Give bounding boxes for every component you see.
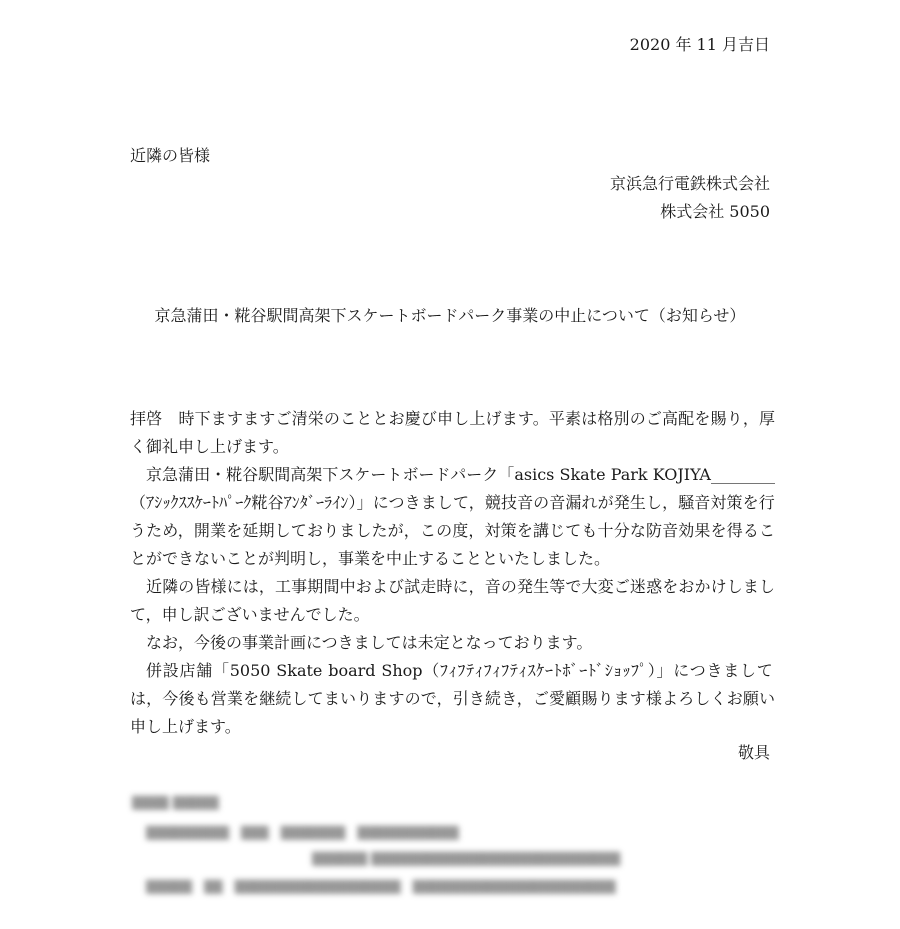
closing-salutation: 敬具	[737, 743, 770, 762]
paragraph-greeting: 拝啓 時下ますますご清栄のこととお慶び申し上げます。平素は格別のご高配を賜り，厚く御礼申し上げます。	[130, 409, 775, 456]
redacted-line: ▒▒▒▒▒ ▒▒ ▒▒▒▒▒▒▒▒▒▒▒▒▒▒▒▒▒▒ ▒▒▒▒▒▒▒▒▒▒▒▒▒▒▒▒▒▒▒▒▒▒	[146, 880, 616, 894]
letter-body	[130, 405, 775, 741]
letter-title: 京急蒲田・糀谷駅間高架下スケートボードパーク事業の中止について（お知らせ）	[154, 306, 746, 325]
paragraph-future-plans: なお，今後の事業計画につきましては未定となっております。	[146, 633, 593, 652]
redacted-line: ▒▒▒▒▒▒▒▒▒ ▒▒▒ ▒▒▒▒▒▒▒ ▒▒▒▒▒▒▒▒▒▒▒	[146, 826, 459, 840]
redacted-contact-block	[122, 790, 762, 900]
redacted-line: ▒▒▒▒ ▒▒▒▒▒	[132, 796, 219, 810]
addressee: 近隣の皆様	[130, 146, 211, 165]
letter-date: 2020 年 11 月吉日	[629, 35, 770, 54]
paragraph-announcement: 京急蒲田・糀谷駅間高架下スケートボードパーク「asics Skate Park KOJIYA________（ｱｼｯｸｽｽｹｰﾄﾊﾟｰｸ糀谷ｱﾝﾀﾞｰﾗｲﾝ）」につきまして，競技音の音漏れが発生し，騒音対策を行うため，開業を延期しておりましたが，この度，対策を講じても十分な防音効果を得ることができないことが判明し，事業を中止することといたしました。	[130, 465, 775, 568]
sender-company-1: 京浜急行電鉄株式会社	[609, 174, 770, 193]
sender-company-2: 株式会社 5050	[660, 202, 770, 221]
redacted-line: ▒▒▒▒▒▒ ▒▒▒▒▒▒▒▒▒▒▒▒▒▒▒▒▒▒▒▒▒▒▒▒▒▒▒	[312, 852, 621, 866]
paragraph-apology: 近隣の皆様には，工事期間中および試走時に，音の発生等で大変ご迷惑をおかけしまして，申し訳ございませんでした。	[130, 577, 775, 624]
paragraph-shop-notice: 併設店舗「5050 Skate board Shop（ﾌｨﾌﾃｨﾌｨﾌﾃｨｽｹｰﾄﾎﾞｰﾄﾞｼｮｯﾌﾟ）」につきましては，今後も営業を継続してまいりますので，引き続き，ご愛顧賜ります様よろしくお願い申し上げます。	[130, 661, 775, 736]
